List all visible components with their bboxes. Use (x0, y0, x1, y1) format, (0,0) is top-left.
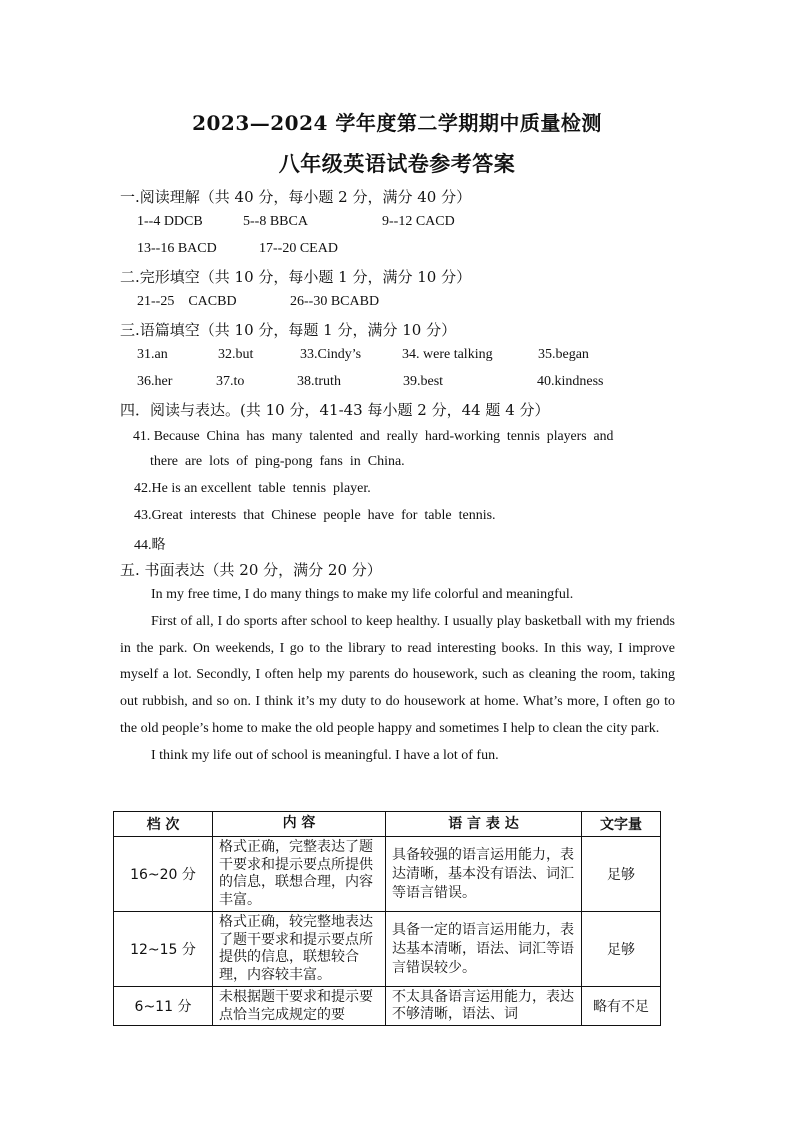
answer-key-subtitle: 八年级英语试卷参考答案 (278, 151, 516, 176)
essay-paragraph: In my free time, I do many things to make my life colorful and meaningful. (151, 587, 574, 602)
answer-item: 40.kindness (537, 374, 604, 389)
word-count-cell: 足够 (582, 912, 661, 987)
answer-group: 1--4 DDCB (137, 214, 203, 229)
exam-title: 2023—2024 学年度第二学期期中质量检测 (192, 111, 602, 135)
section5-heading: 五. 书面表达（共 20 分，满分 20 分） (120, 561, 382, 579)
answer-41-line2: there are lots of ping-pong fans in China. (150, 454, 405, 469)
answer-43: 43.Great interests that Chinese people have for table tennis. (134, 508, 496, 523)
word-count-cell: 略有不足 (582, 987, 661, 1026)
language-cell: 具备一定的语言运用能力，表达基本清晰，语法、词汇等语言错误较少。 (386, 912, 582, 987)
content-cell: 未根据题干要求和提示要点恰当完成规定的要 (219, 989, 373, 1023)
content-cell: 格式正确，较完整地表达了题干要求和提示要点所提供的信息，联想较合理，内容较丰富。 (213, 912, 386, 987)
sample-essay (120, 582, 675, 770)
answer-item: 34. were talking (402, 347, 493, 362)
answer-item: 39.best (403, 374, 444, 389)
answer-group: 13--16 BACD (137, 241, 217, 256)
language-cell: 不太具备语言运用能力，表达不够清晰，语法、词 (392, 989, 574, 1022)
grading-rubric-table (113, 811, 661, 1026)
answer-item: 33.Cindy’s (300, 347, 362, 362)
answer-item: 35.began (538, 347, 589, 362)
section1-heading: 一.阅读理解（共 40 分，每小题 2 分，满分 40 分） (120, 188, 472, 206)
answer-group: 26--30 BCABD (290, 294, 380, 309)
answer-item: 31.an (137, 347, 168, 362)
table-row (114, 987, 661, 1026)
answer-item: 38.truth (297, 374, 341, 389)
section2-heading: 二.完形填空（共 10 分，每小题 1 分，满分 10 分） (120, 268, 472, 286)
header-level: 档 次 (114, 812, 213, 837)
answer-group: 21--25 CACBD (137, 294, 237, 309)
section3-heading: 三.语篇填空（共 10 分，每题 1 分，满分 10 分） (120, 321, 457, 339)
section4-heading: 四．阅读与表达。(共 10 分，41-43 每小题 2 分，44 题 4 分） (120, 401, 550, 419)
table-row (114, 912, 661, 987)
answer-41-line1: 41. Because China has many talented and really hard-working tennis players and (133, 428, 614, 443)
content-cell: 格式正确，完整表达了题干要求和提示要点所提供的信息，联想合理，内容丰富。 (213, 837, 386, 912)
level-cell: 16~20 分 (114, 837, 213, 912)
header-language: 语 言 表 达 (386, 812, 582, 837)
word-count-cell: 足够 (582, 837, 661, 912)
header-word-count: 文字量 (582, 812, 661, 837)
essay-paragraph: First of all, I do sports after school to keep healthy. I usually play basketball with my friends in the park. On weekends, I go to the library to read interesting books. In this way, I improve myself a lot. Secondly, I often help my parents do housework, such as cleaning the room, taking out rubbish, and so on. I think it’s my duty to do housework at home. What’s more, I often go to the old people’s home to make the old people happy and sometimes I help to clean the city park. (120, 613, 675, 736)
table-header-row (114, 812, 661, 837)
essay-paragraph: I think my life out of school is meaningful. I have a lot of fun. (151, 747, 499, 763)
answer-44: 44.略 (134, 538, 166, 553)
answer-42: 42.He is an excellent table tennis player. (134, 481, 371, 496)
answer-group: 5--8 BBCA (243, 214, 308, 229)
answer-group: 9--12 CACD (382, 214, 455, 229)
answer-item: 32.but (218, 347, 254, 362)
header-content: 内 容 (213, 812, 386, 837)
answer-group: 17--20 CEAD (259, 241, 338, 256)
answer-item: 36.her (137, 374, 173, 389)
table-row (114, 837, 661, 912)
language-cell: 具备较强的语言运用能力，表达清晰，基本没有语法、词汇等语言错误。 (386, 837, 582, 912)
level-cell: 12~15 分 (114, 912, 213, 987)
answer-item: 37.to (216, 374, 245, 389)
level-cell: 6~11 分 (114, 987, 213, 1026)
